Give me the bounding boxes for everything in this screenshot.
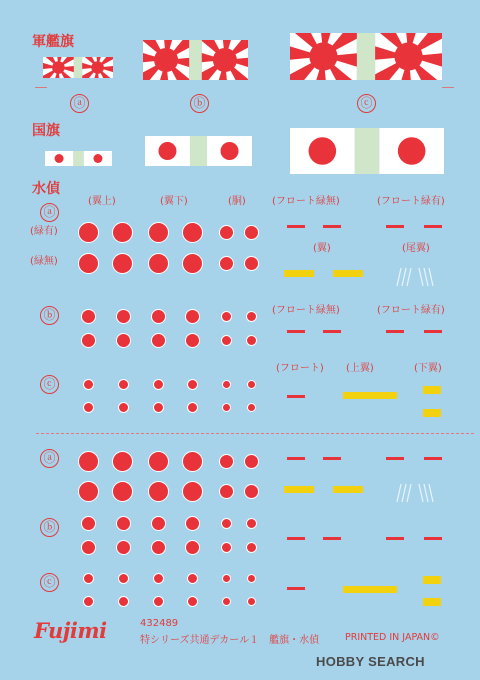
float-stripe-decal: [386, 537, 404, 540]
roundel-decal: [116, 309, 131, 324]
roundel-decal: [153, 596, 164, 607]
ensign-section-title: 軍艦旗: [32, 34, 74, 50]
float-stripe-decal: [323, 537, 341, 540]
roundel-decal: [187, 596, 198, 607]
roundel-decal: [222, 597, 231, 606]
variant-b-label: ⓑ: [40, 518, 59, 537]
float-stripe-decal: [386, 457, 404, 460]
roundel-decal: [219, 256, 234, 271]
roundel-decal: [112, 222, 133, 243]
row-label-green: (緑有): [30, 226, 58, 237]
roundel-decal: [151, 540, 166, 555]
national-flag-section-title: 国旗: [32, 123, 60, 139]
roundel-decal: [219, 484, 234, 499]
roundel-decal: [219, 225, 234, 240]
national-flag-small: [45, 151, 112, 166]
product-code: 432489: [140, 618, 179, 629]
roundel-decal: [148, 253, 169, 274]
col-label-wing-top: (翼上): [88, 196, 116, 207]
roundel-decal: [118, 573, 129, 584]
divider: [35, 87, 47, 88]
roundel-decal: [118, 402, 129, 413]
roundel-decal: [221, 542, 232, 553]
lower-wing-band-decal: [423, 386, 441, 394]
ensign-flag-small: [43, 57, 113, 78]
col-label-upper-wing: (上翼): [346, 363, 374, 374]
roundel-decal: [221, 335, 232, 346]
col-label-float-green: (フロート緑有): [377, 196, 445, 207]
roundel-decal: [222, 574, 231, 583]
float-stripe-decal: [323, 457, 341, 460]
roundel-decal: [187, 379, 198, 390]
float-stripe-decal: [287, 395, 305, 398]
roundel-decal: [222, 380, 231, 389]
roundel-decal: [246, 335, 257, 346]
roundel-decal: [78, 451, 99, 472]
roundel-decal: [78, 222, 99, 243]
roundel-decal: [244, 484, 259, 499]
roundel-decal: [153, 573, 164, 584]
float-stripe-decal: [287, 457, 305, 460]
roundel-decal: [83, 402, 94, 413]
variant-c-label: ⓒ: [40, 375, 59, 394]
col-label-float-no-green: (フロート緑無): [272, 305, 340, 316]
col-label-tail: (尾翼): [402, 243, 430, 254]
seaplane-section-title: 水偵: [32, 181, 60, 197]
roundel-decal: [151, 516, 166, 531]
roundel-decal: [148, 451, 169, 472]
roundel-decal: [244, 225, 259, 240]
roundel-decal: [83, 379, 94, 390]
roundel-decal: [118, 596, 129, 607]
roundel-decal: [247, 380, 256, 389]
national-flag-large: [290, 128, 444, 174]
roundel-decal: [222, 403, 231, 412]
tail-stripe-decal: [395, 266, 437, 288]
col-label-lower-wing: (下翼): [414, 363, 442, 374]
lower-wing-band-decal: [423, 576, 441, 584]
float-stripe-decal: [287, 587, 305, 590]
variant-c-label: ⓒ: [357, 94, 376, 113]
roundel-decal: [221, 518, 232, 529]
roundel-decal: [185, 333, 200, 348]
printed-in-japan: PRINTED IN JAPAN©: [345, 632, 440, 643]
roundel-decal: [219, 454, 234, 469]
col-label-float-no-green: (フロート緑無): [272, 196, 340, 207]
roundel-decal: [78, 253, 99, 274]
roundel-decal: [187, 573, 198, 584]
roundel-decal: [247, 403, 256, 412]
col-label-wing: (翼): [313, 243, 331, 254]
roundel-decal: [244, 256, 259, 271]
roundel-decal: [247, 597, 256, 606]
float-stripe-decal: [323, 225, 341, 228]
roundel-decal: [182, 481, 203, 502]
ensign-flag-large: [290, 33, 442, 80]
roundel-decal: [81, 540, 96, 555]
roundel-decal: [112, 451, 133, 472]
roundel-decal: [81, 309, 96, 324]
ensign-flag-medium: [143, 40, 248, 80]
roundel-decal: [187, 402, 198, 413]
col-label-float: (フロート): [276, 363, 324, 374]
variant-c-label: ⓒ: [40, 573, 59, 592]
float-stripe-decal: [424, 537, 442, 540]
national-flag-medium: [145, 136, 252, 166]
float-stripe-decal: [287, 537, 305, 540]
row-label-no-green: (緑無): [30, 256, 58, 267]
roundel-decal: [182, 451, 203, 472]
float-stripe-decal: [386, 330, 404, 333]
roundel-decal: [221, 311, 232, 322]
wing-band-decal: [284, 486, 314, 493]
roundel-decal: [244, 454, 259, 469]
roundel-decal: [148, 481, 169, 502]
float-stripe-decal: [424, 330, 442, 333]
roundel-decal: [81, 516, 96, 531]
lower-wing-band-decal: [423, 598, 441, 606]
float-stripe-decal: [424, 457, 442, 460]
roundel-decal: [153, 402, 164, 413]
product-title: 特シリーズ共通デカール１ 艦旗・水偵: [140, 635, 320, 646]
cut-line: [36, 433, 474, 434]
roundel-decal: [246, 311, 257, 322]
roundel-decal: [182, 253, 203, 274]
roundel-decal: [182, 222, 203, 243]
col-label-wing-bottom: (翼下): [160, 196, 188, 207]
float-stripe-decal: [287, 225, 305, 228]
roundel-decal: [78, 481, 99, 502]
variant-b-label: ⓑ: [190, 94, 209, 113]
variant-a-label: ⓐ: [70, 94, 89, 113]
roundel-decal: [112, 481, 133, 502]
roundel-decal: [185, 540, 200, 555]
roundel-decal: [185, 516, 200, 531]
float-stripe-decal: [287, 330, 305, 333]
wing-band-decal: [333, 486, 363, 493]
upper-wing-band-decal: [343, 392, 397, 399]
roundel-decal: [151, 333, 166, 348]
roundel-decal: [148, 222, 169, 243]
variant-b-label: ⓑ: [40, 306, 59, 325]
float-stripe-decal: [424, 225, 442, 228]
roundel-decal: [116, 516, 131, 531]
float-stripe-decal: [386, 225, 404, 228]
roundel-decal: [116, 333, 131, 348]
variant-a-label: ⓐ: [40, 203, 59, 222]
roundel-decal: [153, 379, 164, 390]
roundel-decal: [118, 379, 129, 390]
roundel-decal: [246, 518, 257, 529]
variant-a-label: ⓐ: [40, 449, 59, 468]
upper-wing-band-decal: [343, 586, 397, 593]
col-label-fuselage: (胴): [228, 196, 246, 207]
roundel-decal: [185, 309, 200, 324]
tail-stripe-decal: [395, 482, 437, 504]
lower-wing-band-decal: [423, 409, 441, 417]
roundel-decal: [246, 542, 257, 553]
roundel-decal: [81, 333, 96, 348]
float-stripe-decal: [323, 330, 341, 333]
wing-band-decal: [333, 270, 363, 277]
roundel-decal: [151, 309, 166, 324]
wing-band-decal: [284, 270, 314, 277]
roundel-decal: [247, 574, 256, 583]
hobby-search-watermark: HOBBY SEARCH: [316, 654, 425, 669]
roundel-decal: [112, 253, 133, 274]
col-label-float-green: (フロート緑有): [377, 305, 445, 316]
roundel-decal: [83, 596, 94, 607]
divider: [442, 87, 454, 88]
roundel-decal: [116, 540, 131, 555]
fujimi-logo: Fujimi: [34, 618, 107, 643]
roundel-decal: [83, 573, 94, 584]
